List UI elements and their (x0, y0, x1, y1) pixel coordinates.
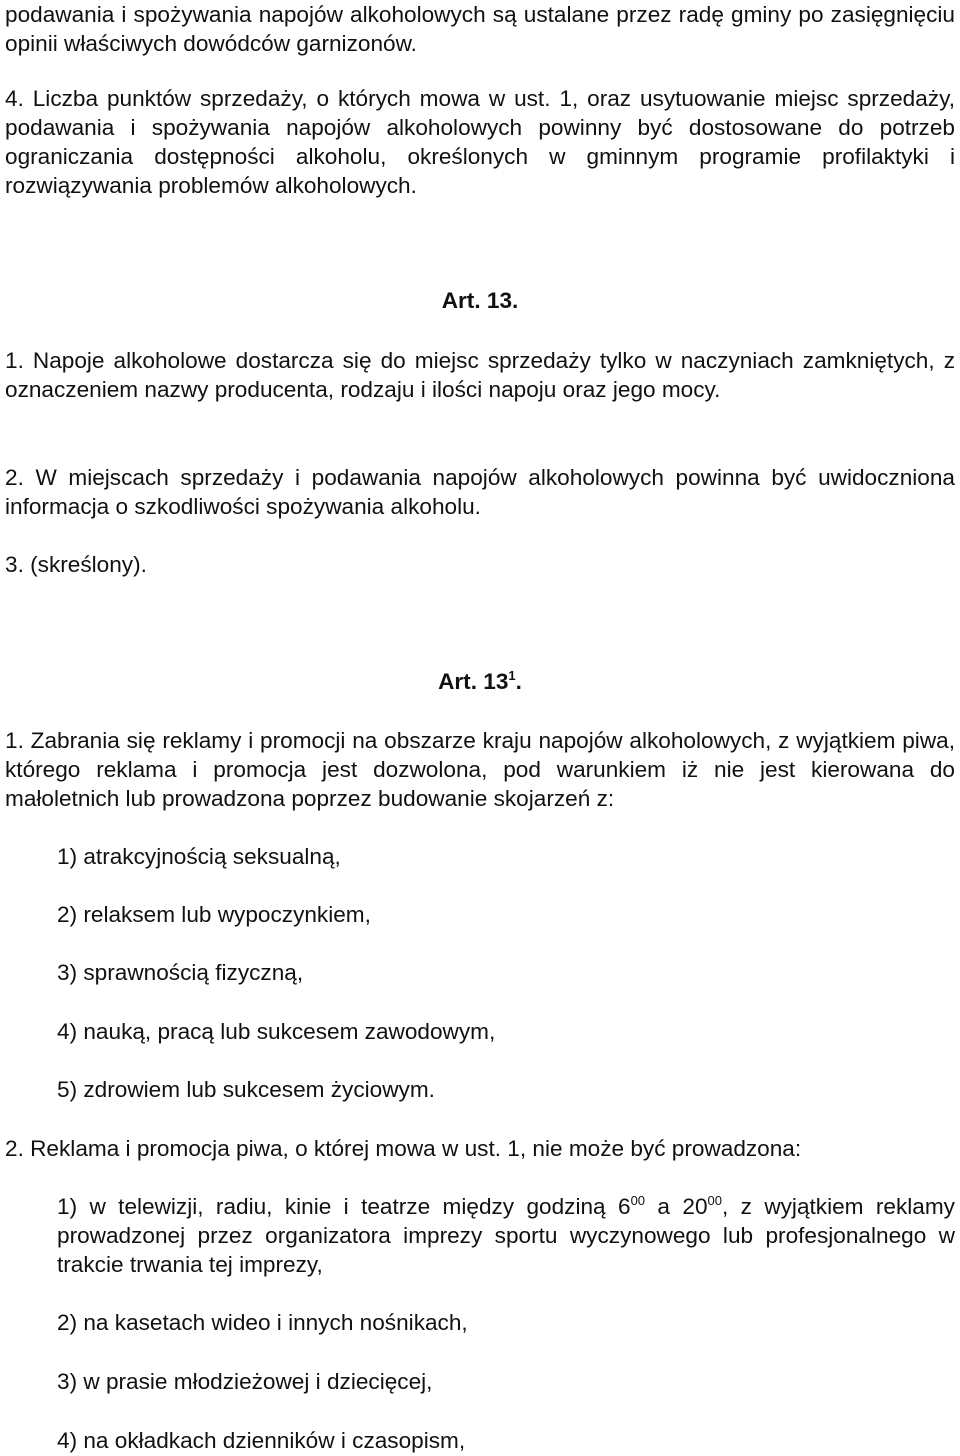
list-item: 5) zdrowiem lub sukcesem życiowym. (57, 1077, 435, 1102)
article-13-1-heading-end: . (515, 669, 522, 694)
list-item: 3) sprawnością fizyczną, (57, 960, 304, 985)
article-13-heading: Art. 13. (441, 288, 519, 313)
list-item-part: , z wyjątkiem reklamy prowadzonej przez organizatora imprezy sportu wyczynowego lub profesjonalnego w trakcie trwania tej imprezy, (57, 1194, 955, 1277)
list-item (57, 1192, 955, 1279)
article-13-1-point-2: 2. Reklama i promocja piwa, o której mowa w ust. 1, nie może być prowadzona: (5, 1136, 802, 1161)
list-item: 2) na kasetach wideo i innych nośnikach, (57, 1310, 468, 1335)
paragraph-4: 4. Liczba punktów sprzedaży, o których mowa w ust. 1, oraz usytuowanie miejsc sprzedaży, podawania i spożywania napojów alkoholowych powinny być dostosowane do potrzeb ograniczania dostępności alkoholu, określonych w gminnym programie profilaktyki i rozwiązywania problemów alkoholowych. (5, 86, 955, 198)
list-item: 4) na okładkach dzienników i czasopism, (57, 1428, 466, 1453)
list-item-part: a 20 (645, 1194, 708, 1219)
article-13-1-heading-sup: 1 (508, 668, 516, 683)
article-13-1-heading (0, 667, 960, 696)
superscript: 00 (707, 1193, 722, 1208)
article-13-1-point-1: 1. Zabrania się reklamy i promocji na obszarze kraju napojów alkoholowych, z wyjątkiem piwa, którego reklama i promocja jest dozwolona, pod warunkiem iż nie jest kierowana do małoletnich lub prowadzona poprzez budowanie skojarzeń z: (5, 728, 955, 811)
article-13-point-1: 1. Napoje alkoholowe dostarcza się do miejsc sprzedaży tylko w naczyniach zamkniętych, z oznaczeniem nazwy producenta, rodzaju i ilości napoju oraz jego mocy. (5, 348, 955, 402)
list-item-part: 1) w telewizji, radiu, kinie i teatrze między godziną 6 (57, 1194, 631, 1219)
list-item: 1) atrakcyjnością seksualną, (57, 844, 341, 869)
superscript: 00 (630, 1193, 646, 1208)
article-13-1-heading-main: Art. 13 (438, 669, 509, 694)
paragraph-intro: podawania i spożywania napojów alkoholowych są ustalane przez radę gminy po zasięgnięciu opinii właściwych dowódców garnizonów. (5, 2, 955, 56)
list-item: 3) w prasie młodzieżowej i dziecięcej, (57, 1369, 433, 1394)
list-item: 4) nauką, pracą lub sukcesem zawodowym, (57, 1019, 496, 1044)
article-13-point-2: 2. W miejscach sprzedaży i podawania napojów alkoholowych powinna być uwidoczniona informacja o szkodliwości spożywania alkoholu. (5, 465, 955, 519)
article-13-point-3: 3. (skreślony). (5, 552, 147, 577)
list-item: 2) relaksem lub wypoczynkiem, (57, 902, 371, 927)
